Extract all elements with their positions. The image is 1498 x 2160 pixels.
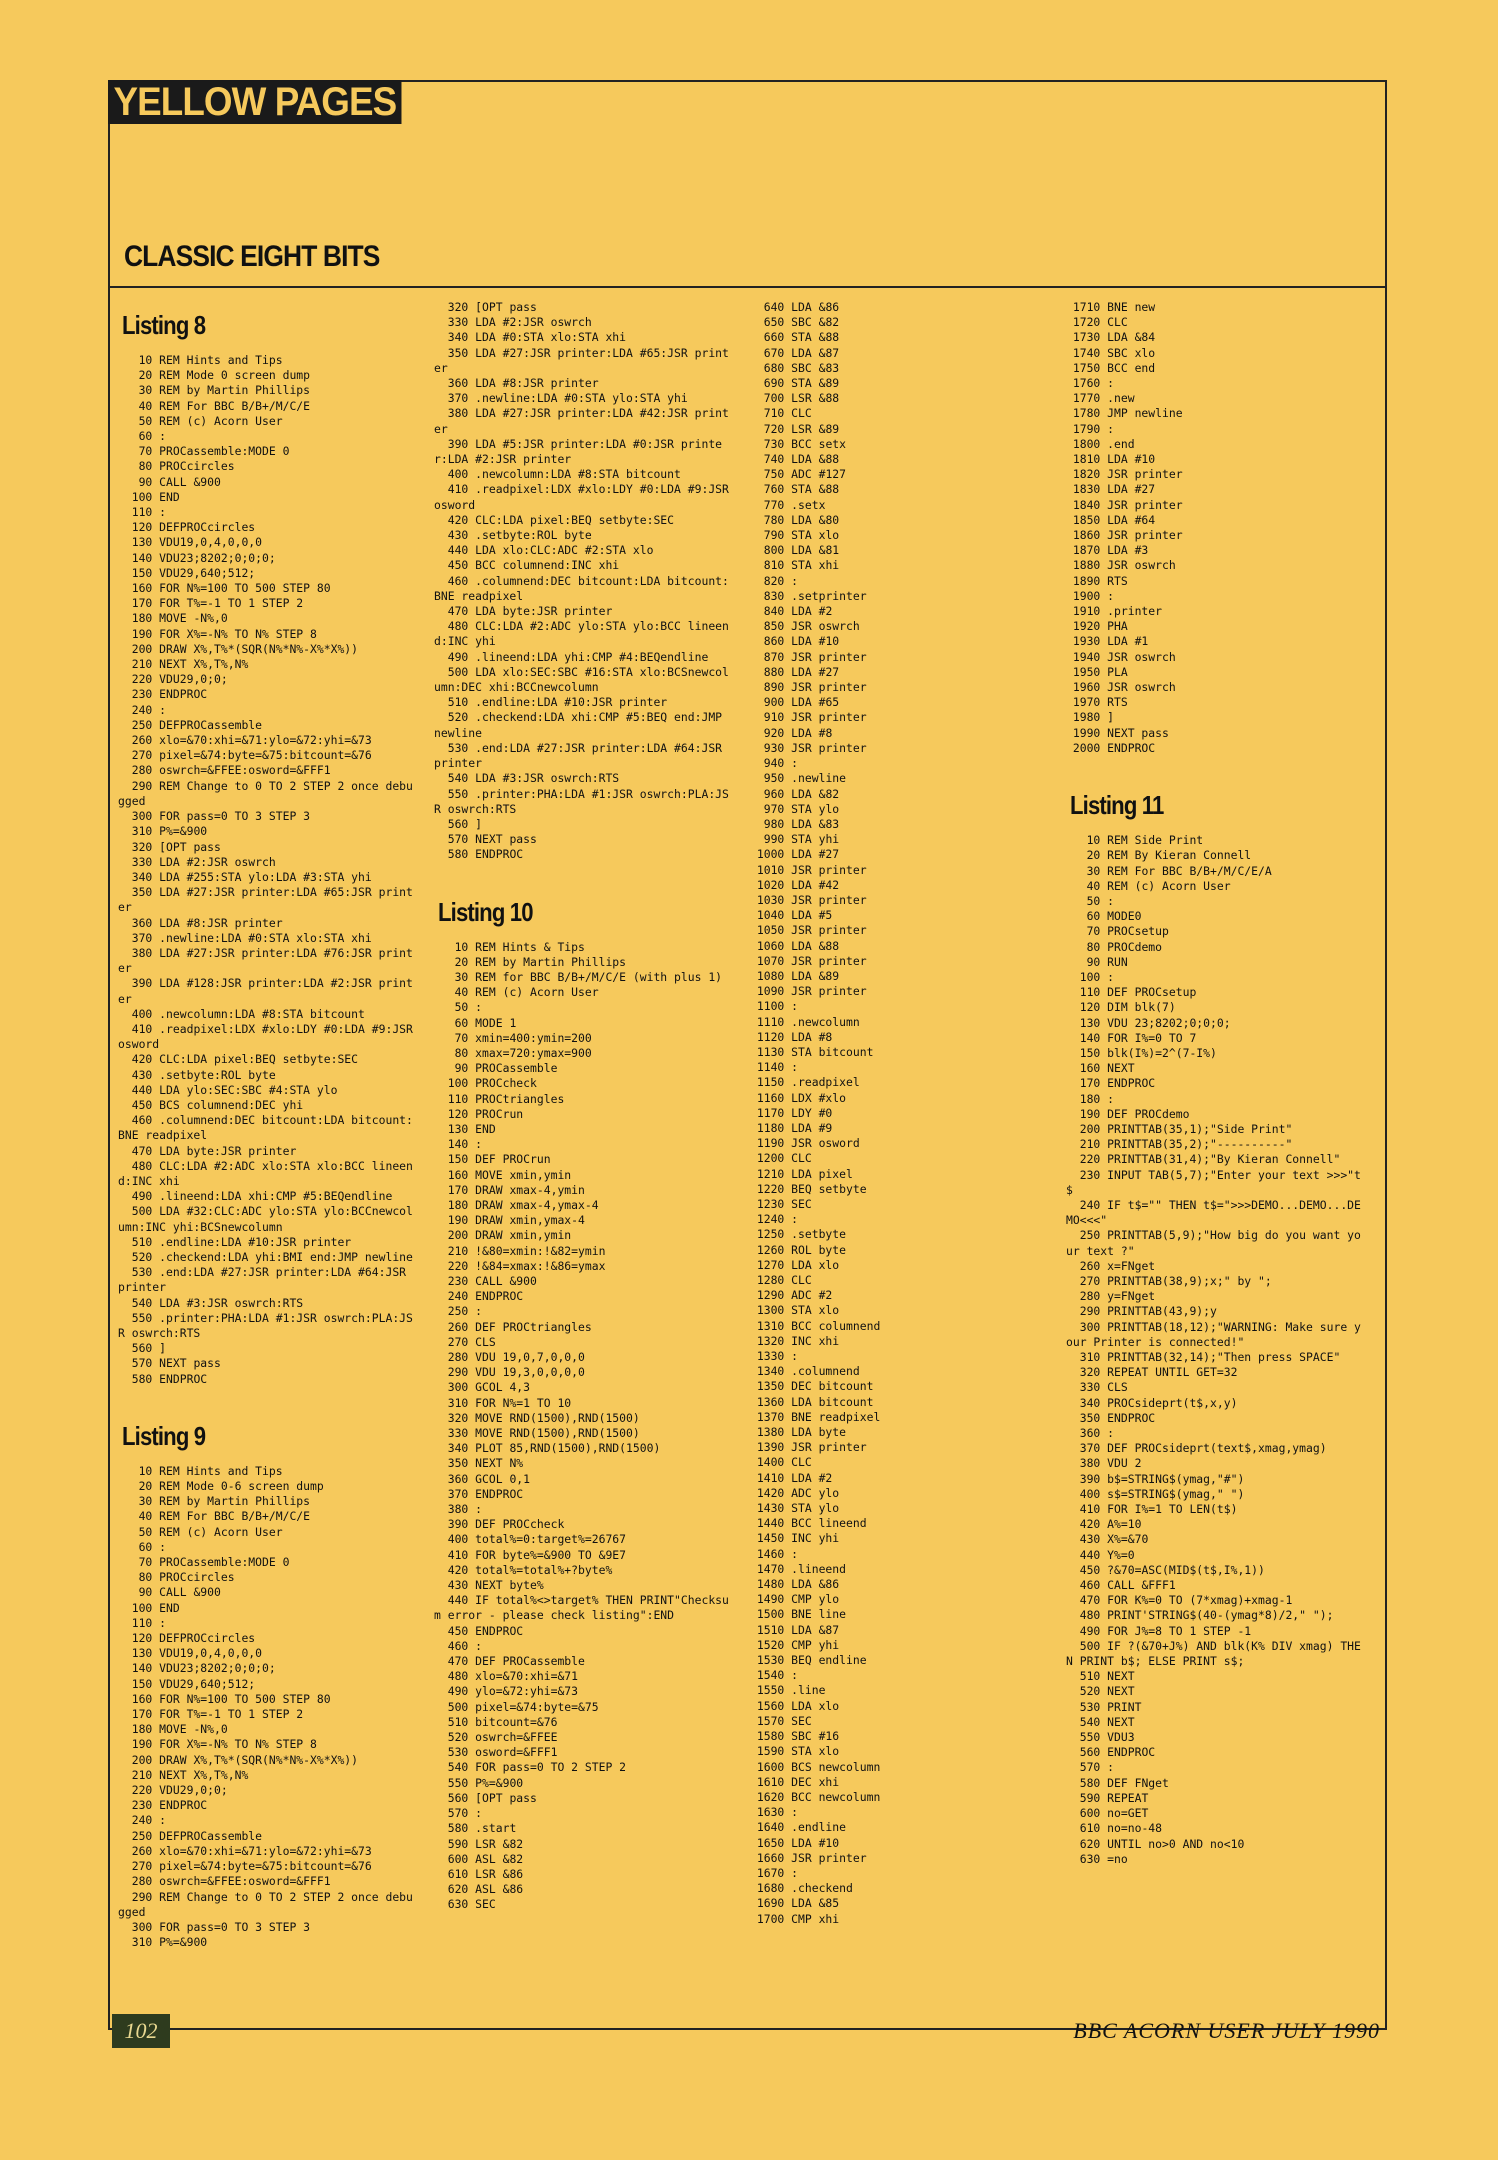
- page-number: 102: [112, 2014, 170, 2048]
- column-2: [434, 300, 734, 1947]
- listing-title: Listing 10: [438, 896, 533, 927]
- listing-code: 640 LDA &86 650 SBC &82 660 STA &88 670 LDA &87 680 SBC &83 690 STA &89 700 LSR &88 710 CLC 720 LSR &89 730 BCC setx 740 LDA &88 750 ADC #127 760 STA &88 770 .setx 780 LDA &80 790 STA xlo 800 LDA &81 810 STA xhi 820 : 830 .setprinter 840 LDA #2 850 JSR oswrch 860 LDA #10 870 JSR printer 880 LDA #27 890 JSR printer 900 LDA #65 910 JSR printer 920 LDA #8 930 JSR printer 940 : 950 .newline 960 LDA &82 970 STA ylo 980 LDA &83 990 STA yhi 1000 LDA #27 1010 JSR printer 1020 LDA #42 1030 JSR printer 1040 LDA #5 1050 JSR printer 1060 LDA &88 1070 JSR printer 1080 LDA &89 1090 JSR printer 1100 : 1110 .newcolumn 1120 LDA #8 1130 STA bitcount 1140 : 1150 .readpixel 1160 LDX #xlo 1170 LDY #0 1180 LDA #9 1190 JSR osword 1200 CLC 1210 LDA pixel 1220 BEQ setbyte 1230 SEC 1240 : 1250 .setbyte 1260 ROL byte 1270 LDA xlo 1280 CLC 1290 ADC #2 1300 STA xlo 1310 BCC columnend 1320 INC xhi 1330 : 1340 .columnend 1350 DEC bitcount 1360 LDA bitcount 1370 BNE readpixel 1380 LDA byte 1390 JSR printer 1400 CLC 1410 LDA #2 1420 ADC ylo 1430 STA ylo 1440 BCC lineend 1450 INC yhi 1460 : 1470 .lineend 1480 LDA &86 1490 CMP ylo 1500 BNE line 1510 LDA &87 1520 CMP yhi 1530 BEQ endline 1540 : 1550 .line 1560 LDA xlo 1570 SEC 1580 SBC #16 1590 STA xlo 1600 BCS newcolumn 1610 DEC xhi 1620 BCC newcolumn 1630 : 1640 .endline 1650 LDA #10 1660 JSR printer 1670 : 1680 .checkend 1690 LDA &85 1700 CMP xhi: [756, 300, 881, 1926]
- listing-code: 10 REM Hints and Tips 20 REM Mode 0 screen dump 30 REM by Martin Phillips 40 REM For BBC B/B+/M/C/E 50 REM (c) Acorn User 60 : 70 PROCassemble:MODE 0 80 PROCcircles 90 CALL &900 100 END 110 : 120 DEFPROCcircles 130 VDU19,0,4,0,0,0 140 VDU23;8202;0;0;0; 150 VDU29,640;512; 160 FOR N%=100 TO 500 STEP 80 170 FOR T%=-1 TO 1 STEP 2 180 MOVE -N%,0 190 FOR X%=-N% TO N% STEP 8 200 DRAW X%,T%*(SQR(N%*N%-X%*X%)) 210 NEXT X%,T%,N% 220 VDU29,0;0; 230 ENDPROC 240 : 250 DEFPROCassemble 260 xlo=&70:xhi=&71:ylo=&72:yhi=&73 270 pixel=&74:byte=&75:bitcount=&76 280 oswrch=&FFEE:osword=&FFF1 290 REM Change to 0 TO 2 STEP 2 once debugged 300 FOR pass=0 TO 3 STEP 3 310 P%=&900 320 [OPT pass 330 LDA #2:JSR oswrch 340 LDA #255:STA ylo:LDA #3:STA yhi 350 LDA #27:JSR printer:LDA #65:JSR printer 360 LDA #8:JSR printer 370 .newline:LDA #0:STA xlo:STA xhi 380 LDA #27:JSR printer:LDA #76:JSR printer 390 LDA #128:JSR printer:LDA #2:JSR printer 400 .newcolumn:LDA #8:STA bitcount 410 .readpixel:LDX #xlo:LDY #0:LDA #9:JSR osword 420 CLC:LDA pixel:BEQ setbyte:SEC 430 .setbyte:ROL byte 440 LDA ylo:SEC:SBC #4:STA ylo 450 BCS columnend:DEC yhi 460 .columnend:DEC bitcount:LDA bitcount:BNE readpixel 470 LDA byte:JSR printer 480 CLC:LDA #2:ADC xlo:STA xlo:BCC lineend:INC xhi 490 .lineend:LDA xhi:CMP #5:BEQendline 500 LDA #32:CLC:ADC ylo:STA ylo:BCCnewcolumn:INC yhi:BCSnewcolumn 510 .endline:LDA #10:JSR printer 520 .checkend:LDA yhi:BMI end:JMP newline 530 .end:LDA #27:JSR printer:LDA #64:JSR printer 540 LDA #3:JSR oswrch:RTS 550 .printer:PHA:LDA #1:JSR oswrch:PLA:JSR oswrch:RTS 560 ] 570 NEXT pass 580 ENDPROC: [118, 353, 413, 1386]
- column-4: [1066, 300, 1366, 1901]
- listing-title: Listing 11: [1070, 790, 1164, 821]
- listing-code: 1710 BNE new 1720 CLC 1730 LDA &84 1740 SBC xlo 1750 BCC end 1760 : 1770 .new 1780 JMP newline 1790 : 1800 .end 1810 LDA #10 1820 JSR printer 1830 LDA #27 1840 JSR printer 1850 LDA #64 1860 JSR printer 1870 LDA #3 1880 JSR oswrch 1890 RTS 1900 : 1910 .printer 1920 PHA 1930 LDA #1 1940 JSR oswrch 1950 PLA 1960 JSR oswrch 1970 RTS 1980 ] 1990 NEXT pass 2000 ENDPROC: [1072, 300, 1183, 755]
- listing-block: [750, 300, 1050, 1927]
- listing-block: [434, 897, 734, 1913]
- listing-title: Listing 8: [122, 310, 206, 340]
- header-divider: [108, 286, 1387, 288]
- listing-block: [118, 1421, 418, 1951]
- listing-block: [1066, 300, 1366, 756]
- listing-title: Listing 9: [122, 1420, 206, 1451]
- column-1: [118, 300, 418, 1984]
- listing-code: 10 REM Hints and Tips 20 REM Mode 0-6 screen dump 30 REM by Martin Phillips 40 REM For BBC B/B+/M/C/E 50 REM (c) Acorn User 60 : 70 PROCassemble:MODE 0 80 PROCcircles 90 CALL &900 100 END 110 : 120 DEFPROCcircles 130 VDU19,0,4,0,0,0 140 VDU23;8202;0;0;0; 150 VDU29,640;512; 160 FOR N%=100 TO 500 STEP 80 170 FOR T%=-1 TO 1 STEP 2 180 MOVE -N%,0 190 FOR X%=-N% TO N% STEP 8 200 DRAW X%,T%*(SQR(N%*N%-X%*X%)) 210 NEXT X%,T%,N% 220 VDU29,0;0; 230 ENDPROC 240 : 250 DEFPROCassemble 260 xlo=&70:xhi=&71:ylo=&72:yhi=&73 270 pixel=&74:byte=&75:bitcount=&76 280 oswrch=&FFEE:osword=&FFF1 290 REM Change to 0 TO 2 STEP 2 once debugged 300 FOR pass=0 TO 3 STEP 3 310 P%=&900: [118, 1463, 413, 1950]
- listing-code: 320 [OPT pass 330 LDA #2:JSR oswrch 340 LDA #0:STA xlo:STA xhi 350 LDA #27:JSR printer:LDA #65:JSR printer 360 LDA #8:JSR printer 370 .newline:LDA #0:STA ylo:STA yhi 380 LDA #27:JSR printer:LDA #42:JSR printer 390 LDA #5:JSR printer:LDA #0:JSR printer:LDA #2:JSR printer 400 .newcolumn:LDA #8:STA bitcount 410 .readpixel:LDX #xlo:LDY #0:LDA #9:JSR osword 420 CLC:LDA pixel:BEQ setbyte:SEC 430 .setbyte:ROL byte 440 LDA xlo:CLC:ADC #2:STA xlo 450 BCC columnend:INC xhi 460 .columnend:DEC bitcount:LDA bitcount:BNE readpixel 470 LDA byte:JSR printer 480 CLC:LDA #2:ADC ylo:STA ylo:BCC lineend:INC yhi 490 .lineend:LDA yhi:CMP #4:BEQendline 500 LDA xlo:SEC:SBC #16:STA xlo:BCSnewcolumn:DEC xhi:BCCnewcolumn 510 .endline:LDA #10:JSR printer 520 .checkend:LDA xhi:CMP #5:BEQ end:JMP newline 530 .end:LDA #27:JSR printer:LDA #64:JSR printer 540 LDA #3:JSR oswrch:RTS 550 .printer:PHA:LDA #1:JSR oswrch:PLA:JSR oswrch:RTS 560 ] 570 NEXT pass 580 ENDPROC: [434, 300, 729, 862]
- listing-block: [1066, 790, 1366, 1867]
- section-title: CLASSIC EIGHT BITS: [124, 240, 380, 273]
- listing-block: [118, 310, 418, 1387]
- listing-code: 10 REM Hints & Tips 20 REM by Martin Phillips 30 REM for BBC B/B+/M/C/E (with plus 1) 40 REM (c) Acorn User 50 : 60 MODE 1 70 xmin=400:ymin=200 80 xmax=720:ymax=900 90 PROCassemble 100 PROCcheck 110 PROCtriangles 120 PROCrun 130 END 140 : 150 DEF PROCrun 160 MOVE xmin,ymin 170 DRAW xmax-4,ymin 180 DRAW xmax-4,ymax-4 190 DRAW xmin,ymax-4 200 DRAW xmin,ymin 210 !&80=xmin:!&82=ymin 220 !&84=xmax:!&86=ymax 230 CALL &900 240 ENDPROC 250 : 260 DEF PROCtriangles 270 CLS 280 VDU 19,0,7,0,0,0 290 VDU 19,3,0,0,0,0 300 GCOL 4,3 310 FOR N%=1 TO 10 320 MOVE RND(1500),RND(1500) 330 MOVE RND(1500),RND(1500) 340 PLOT 85,RND(1500),RND(1500) 350 NEXT N% 360 GCOL 0,1 370 ENDPROC 380 : 390 DEF PROCcheck 400 total%=0:target%=26767 410 FOR byte%=&900 TO &9E7 420 total%=total%+?byte% 430 NEXT byte% 440 IF total%<>target% THEN PRINT"Checksum error - please check listing":END 450 ENDPROC 460 : 470 DEF PROCassemble 480 xlo=&70:xhi=&71 490 ylo=&72:yhi=&73 500 pixel=&74:byte=&75 510 bitcount=&76 520 oswrch=&FFEE 530 osword=&FFF1 540 FOR pass=0 TO 2 STEP 2 550 P%=&900 560 [OPT pass 570 : 580 .start 590 LSR &82 600 ASL &82 610 LSR &86 620 ASL &86 630 SEC: [434, 939, 729, 1912]
- column-3: [750, 300, 1050, 1961]
- magazine-footer: BBC ACORN USER JULY 1990: [1073, 2018, 1380, 2043]
- listing-block: [434, 300, 734, 863]
- listing-code: 10 REM Side Print 20 REM By Kieran Connell 30 REM For BBC B/B+/M/C/E/A 40 REM (c) Acorn User 50 : 60 MODE0 70 PROCsetup 80 PROCdemo 90 RUN 100 : 110 DEF PROCsetup 120 DIM blk(7) 130 VDU 23;8202;0;0;0; 140 FOR I%=0 TO 7 150 blk(I%)=2^(7-I%) 160 NEXT 170 ENDPROC 180 : 190 DEF PROCdemo 200 PRINTTAB(35,1);"Side Print" 210 PRINTTAB(35,2);"----------" 220 PRINTTAB(31,4);"By Kieran Connell" 230 INPUT TAB(5,7);"Enter your text >>>"t$ 240 IF t$="" THEN t$=">>>DEMO...DEMO...DEMO<<<" 250 PRINTTAB(5,9);"How big do you want your text ?" 260 x=FNget 270 PRINTTAB(38,9);x;" by "; 280 y=FNget 290 PRINTTAB(43,9);y 300 PRINTTAB(18,12);"WARNING: Make sure your Printer is connected!" 310 PRINTTAB(32,14);"Then press SPACE" 320 REPEAT UNTIL GET=32 330 CLS 340 PROCsideprt(t$,x,y) 350 ENDPROC 360 : 370 DEF PROCsideprt(text$,xmag,ymag) 380 VDU 2 390 b$=STRING$(ymag,"#") 400 s$=STRING$(ymag," ") 410 FOR I%=1 TO LEN(t$) 420 A%=10 430 X%=&70 440 Y%=0 450 ?&70=ASC(MID$(t$,I%,1)) 460 CALL &FFF1 470 FOR K%=0 TO (7*xmag)+xmag-1 480 PRINT'STRING$(40-(ymag*8)/2," "); 490 FOR J%=8 TO 1 STEP -1 500 IF ?(&70+J%) AND blk(K% DIV xmag) THEN PRINT b$; ELSE PRINT s$; 510 NEXT 520 NEXT 530 PRINT 540 NEXT 550 VDU3 560 ENDPROC 570 : 580 DEF FNget 590 REPEAT 600 no=GET 610 no=no-48 620 UNTIL no>0 AND no<10 630 =no: [1066, 833, 1361, 1866]
- section-badge: YELLOW PAGES: [108, 80, 402, 124]
